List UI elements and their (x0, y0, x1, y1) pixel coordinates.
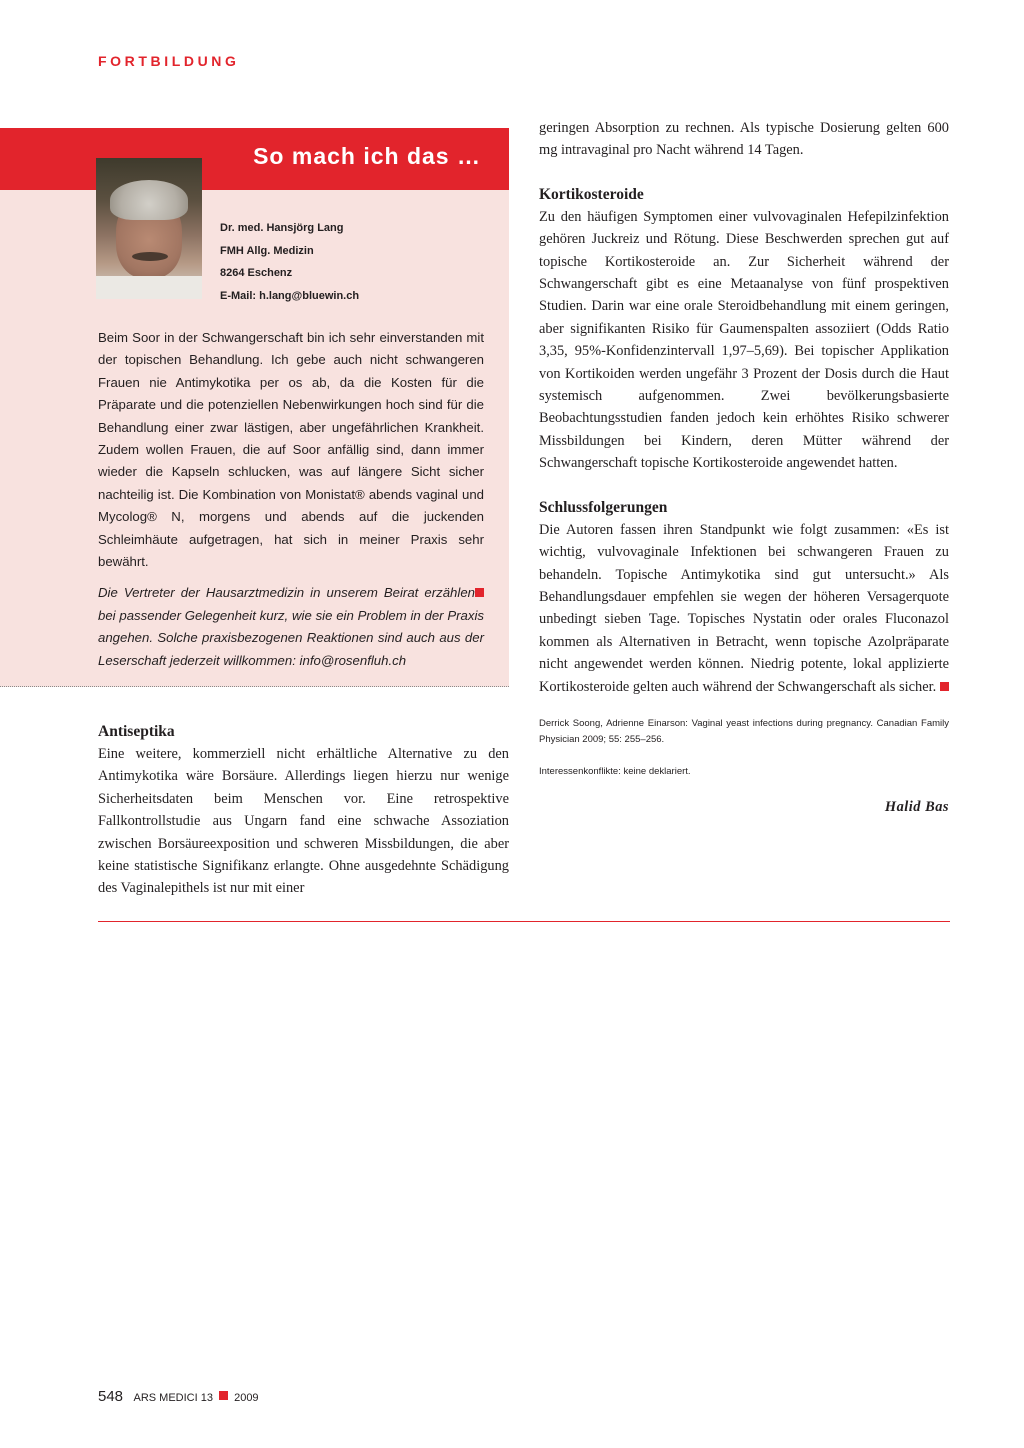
end-square-icon (940, 682, 949, 691)
intro-text: geringen Absorption zu rechnen. Als typische Dosierung gelten 600 mg intravaginal pro Nacht während 14 Tagen. (539, 120, 949, 159)
author-photo (96, 158, 202, 299)
kortikosteroide-text: Zu den häufigen Symptomen einer vulvovaginalen Hefepilzinfektion gehören Juckreiz und Rötung. Diese Beschwerden sprechen gut auf topische Kortikosteroide an. Zur Sicherheit während der Schwangerschaft gibt es eine Metaanalyse von fünf prospektiven Studien. Darin war eine orale Steroidbehandlung mit einem geringen, aber signifikanten Risiko für Gaumenspalten assoziiert (Odds Ratio 3,35, 95%-Konfidenzintervall 1,97–5,69). Bei topischer Applikation von Kortikoiden werden ungefähr 3 Prozent der Dosis durch die Haut systemisch aufgenommen. Zwei bevölkerungsbasierte Beobachtungsstudien fanden jedoch kein erhöhtes Risiko schwerer Missbildungen bei Kindern, deren Mütter während der Schwangerschaft topische Kortikosteroide angewendet hatten. (539, 208, 949, 472)
page-number: 548 (98, 1388, 124, 1405)
right-column (539, 117, 949, 818)
reference: Derrick Soong, Adrienne Einarson: Vaginal yeast infections during pregnancy. Canadian Family Physician 2009; 55: 255–256. (539, 717, 949, 745)
box-paragraph: Beim Soor in der Schwangerschaft bin ich sehr einverstanden mit der topischen Behandlung. Ich gebe auch nicht schwangeren Frauen nie Antimykotika per os ab, da die Kosten für die Präparate und die potenziellen Nebenwirkungen hoch sind für die Behandlung einer zwar lästigen, aber ungefährlichen Krankheit. Zudem wollen Frauen, die auf Soor anfällig sind, dann immer wieder die Kapseln schlucken, was auf längere Sicht sicher nachteilig ist. Die Kombination von Monistat® abends vaginal und Mycolog® N, morgens und abends auf die juckenden Schleimhäute aufgetragen, hat sich in meiner Praxis sehr bewährt. (98, 330, 484, 570)
box-note: Die Vertreter der Hausarztmedizin in unserem Beirat erzählen bei passender Gelegenheit kurz, wie sie ein Problem in der Praxis angehen. Solche praxisbezogenen Reaktionen sind auch aus der Leserschaft jederzeit willkommen: info@rosenfluh.ch (98, 585, 484, 668)
left-column (98, 721, 509, 900)
box-text (98, 327, 484, 672)
journal-year: 2009 (234, 1392, 259, 1404)
author-name: Dr. med. Hansjörg Lang (220, 222, 344, 234)
author-title: FMH Allg. Medizin (220, 244, 314, 257)
box-title: So mach ich das … (253, 143, 481, 169)
footer-square-icon (219, 1391, 228, 1400)
photo-shirt (96, 276, 202, 299)
journal-name: ARS MEDICI 13 (133, 1392, 213, 1404)
antiseptika-text: Eine weitere, kommerziell nicht erhältliche Alternative zu den Antimykotika wäre Borsäure. Allerdings liegen hierzu nur wenige Sicherheitsdaten beim Menschen vor. Eine retrospektive Fallkontrollstudie aus Ungarn fand eine schwache Assoziation zwischen Borsäureexposition und schweren Missbildungen, die aber keine statistische Signifikanz erlangte. Ohne ausgedehnte Schädigung des Vaginalepithels ist nur mit einer (98, 746, 509, 897)
author-city: 8264 Eschenz (220, 267, 293, 279)
bottom-rule (98, 921, 950, 922)
heading-schlussfolgerungen: Schlussfolgerungen (539, 498, 668, 516)
photo-hair (110, 180, 188, 220)
practice-box (0, 128, 509, 687)
heading-antiseptika: Antiseptika (98, 723, 175, 740)
box-title-band (0, 128, 509, 190)
box-note-wrap (98, 582, 484, 672)
schluss-wrap (539, 519, 949, 698)
photo-mustache (132, 252, 168, 261)
conflicts: Interessenkonflikte: keine deklariert. (539, 765, 691, 777)
author-email: E-Mail: h.lang@bluewin.ch (220, 289, 360, 302)
signature: Halid Bas (884, 798, 949, 815)
heading-kortikosteroide: Kortikosteroide (539, 185, 644, 203)
schluss-text: Die Autoren fassen ihren Standpunkt wie folgt zusammen: «Es ist wichtig, vulvovaginale Infektionen bei schwangeren Frauen zu behandeln. Topische Antimykotika sind gut untersucht.» Als Behandlungsdauer empfehlen sie wegen der höheren Versagerquote unbedingt sieben Tage. Topisches Nystatin oder orales Fluconazol kommen als Alternativen in Betracht, wenn topische Azolpräparate nicht angewendet werden können. Niedrig potente, lokal applizierte Kortikosteroide gelten auch während der Schwangerschaft als sicher. (539, 521, 949, 695)
page-footer (98, 1388, 259, 1405)
end-square-icon (475, 588, 484, 597)
section-label: FORTBILDUNG (98, 53, 240, 69)
author-info (220, 217, 359, 307)
